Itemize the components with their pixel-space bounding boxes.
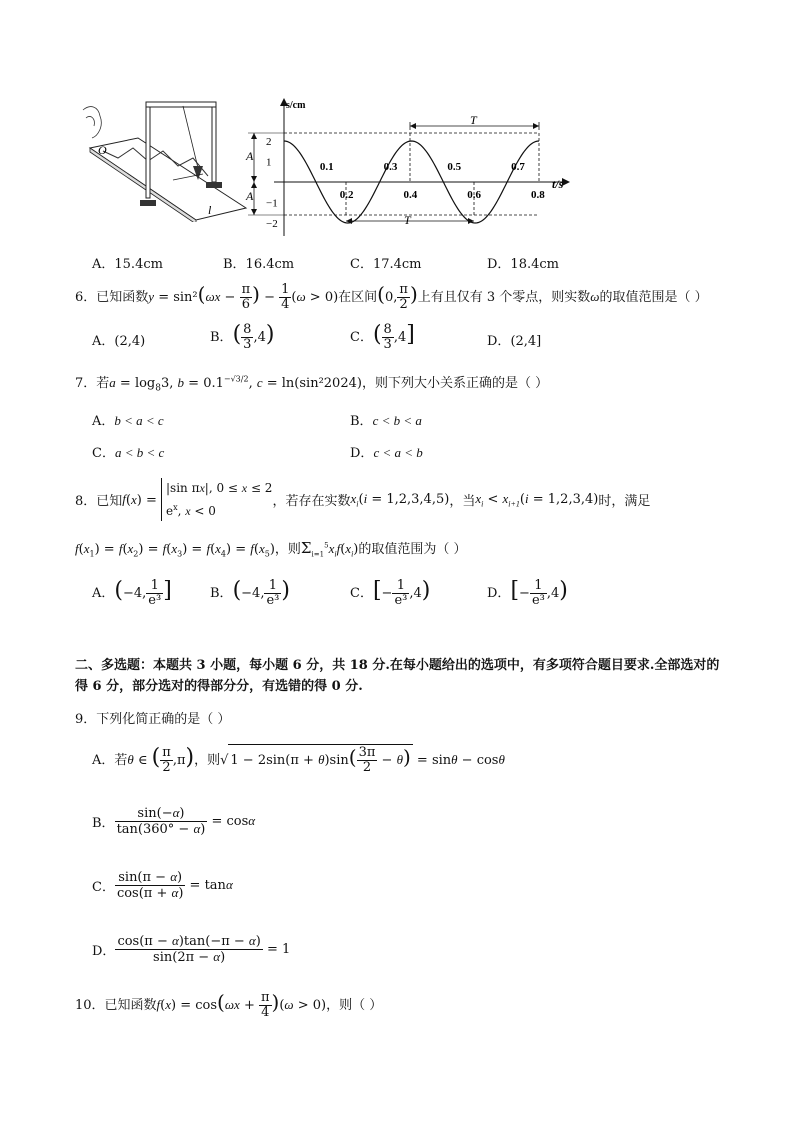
q10-stem: 10．已知函数f(x) = cos(ωx + $\frac{\pi}{4}$ )(ω > 0)，则（ ）: [75, 990, 383, 1020]
q7-option-a[interactable]: A．b < a < c: [92, 413, 164, 429]
q5-option-d[interactable]: D．18.4cm: [487, 257, 559, 272]
amp-label-bottom: A: [246, 189, 254, 203]
q6-option-c[interactable]: C．( $\frac{8}{3}$ ,4]: [350, 322, 415, 352]
x-tick-label: 0.7: [511, 161, 525, 173]
q8-stem-line2: $f(x_1) = f(x_2) = f(x_3) = f(x_4) = f(x_5)$，则$\Sigma_{i=1}^5x_if(x_i)$的取值范围为（ ）: [75, 539, 467, 559]
q9-stem: 9．下列化简正确的是（ ）: [75, 712, 231, 727]
q8-option-c[interactable]: C．[− $\frac{1}{\text{e³}}$ ,4): [350, 578, 431, 608]
q5-option-a[interactable]: A．15.4cm: [92, 257, 163, 272]
period-label-top: T: [470, 113, 477, 127]
q6-suffix: 上有且仅有 3 个零点，则实数: [417, 290, 591, 305]
x-tick-label: 0.4: [403, 189, 418, 201]
t-axis-label: t/s: [552, 177, 564, 191]
x-tick-label: 0.1: [319, 161, 334, 173]
x-tick-label: 0.2: [339, 189, 354, 201]
x-tick-label: 0.3: [383, 161, 398, 173]
q7-option-b[interactable]: B．c < b < a: [350, 413, 422, 429]
q6-end: 的取值范围是（ ）: [599, 290, 708, 305]
y-tick-label: −2: [266, 218, 278, 230]
q5-option-b[interactable]: B．16.4cm: [223, 257, 295, 272]
origin-label: O: [98, 143, 107, 157]
q7-c-expr: a < b < c: [114, 445, 165, 460]
q8-stem-line1: 8．已知f(x) = |sin πx|, 0 ≤ x ≤ 2 $e^x$, x < 0 ，若存在实数$x_i(i = 1,2,3,4,5)$，当$x_i < x_{i+1}(i = 1,2,3,4)$时，满足: [75, 478, 650, 521]
q8-option-d[interactable]: D．[− $\frac{1}{\text{e³}}$ ,4): [487, 578, 568, 608]
q9-option-b[interactable]: B． $\frac{\sin(-\alpha)}{\tan(360^\circ - \alpha)}$ = cosα: [92, 805, 256, 837]
q7-option-d[interactable]: D．c < a < b: [350, 445, 423, 461]
q7-stem: 7．若$a = \log_83$, $b = 0.1^{-√3/2}$, c = ln(sin²2024)，则下列大小关系正确的是（ ）: [75, 374, 549, 394]
y-axis-label: s/cm: [286, 100, 306, 111]
q7-option-c[interactable]: C．a < b < c: [92, 445, 165, 461]
q6-prefix: 6．已知函数: [75, 290, 149, 305]
q8-option-b[interactable]: B．(−4, $\frac{1}{\text{e³}}$ ): [210, 578, 290, 608]
displacement-graph: [244, 96, 574, 244]
section-2-heading: 二、多选题：本题共 3 小题，每小题 6 分，共 18 分.在每小题给出的选项中，有多项符合题目要求.全部选对的得 6 分，部分选对的得部分分，有选错的得 0 分.: [75, 658, 720, 694]
y-tick-label: 2: [266, 136, 272, 148]
y-tick-label: 1: [266, 156, 272, 169]
q6-stem: 6．已知函数y = sin²(ωx − $\frac{\pi}{6}$ ) − $\frac{1}{4}$ (ω > 0)在区间(0, $\frac{\pi}{2}$ )上有且仅有 3 个零点，则实数ω的取值范围是（ ）: [75, 282, 708, 312]
length-label: l: [208, 203, 212, 217]
q7-d-expr: c < a < b: [373, 445, 423, 460]
period-label-bottom: T: [404, 213, 411, 227]
x-tick-label: 0.6: [467, 189, 481, 201]
pendulum-illustration: [78, 96, 248, 222]
q7-b-expr: c < b < a: [372, 413, 422, 428]
x-tick-label: 0.8: [531, 189, 545, 201]
q7-a-expr: b < a < c: [114, 413, 164, 428]
q9-option-a[interactable]: A．若θ ∈ ( $\frac{\pi}{2}$ ,π)，则√ 1 − 2sin(π + θ)sin( $\frac{3\pi}{2}$ − θ) = sinθ − cosθ: [92, 745, 505, 775]
q6-option-a[interactable]: A．(2,4): [92, 334, 146, 349]
amp-label-top: A: [246, 149, 254, 163]
q6-mid: 在区间: [338, 290, 378, 305]
y-tick-label: −1: [266, 197, 278, 210]
q5-option-c[interactable]: C．17.4cm: [350, 257, 422, 272]
q6-option-d[interactable]: D．(2,4]: [487, 334, 542, 349]
q8-option-a[interactable]: A．(−4, $\frac{1}{\text{e³}}$ ]: [92, 578, 172, 608]
q9-option-d[interactable]: D． $\frac{\cos(\pi - \alpha)\tan(-\pi - \alpha)}{\sin(2\pi - \alpha)}$ = 1: [92, 933, 291, 965]
q6-option-b[interactable]: B．( $\frac{8}{3}$ ,4): [210, 322, 275, 352]
q9-option-c[interactable]: C． $\frac{\sin(\pi - \alpha)}{\cos(\pi + \alpha)}$ = tanα: [92, 869, 233, 901]
x-tick-label: 0.5: [447, 161, 462, 173]
